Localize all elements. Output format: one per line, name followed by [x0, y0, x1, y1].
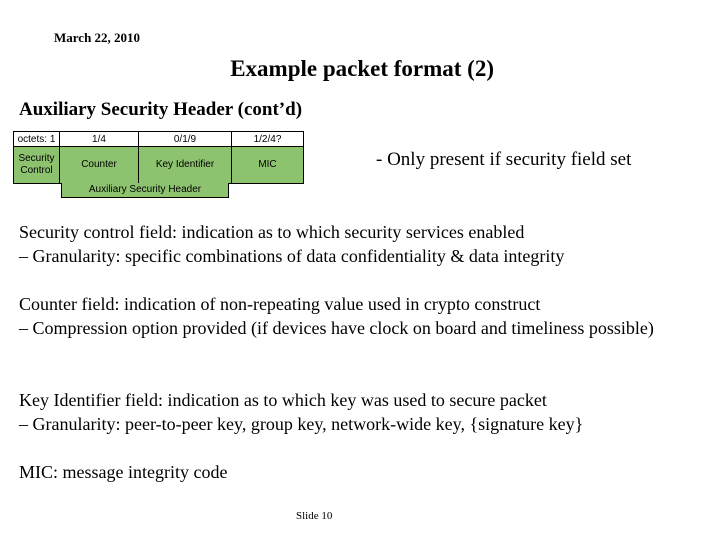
paragraph-key-identifier [19, 388, 669, 436]
field-security-control: Security Control [14, 147, 60, 184]
presence-note: - Only present if security field set [376, 149, 632, 170]
paragraph-line: – Granularity: peer-to-peer key, group key, network-wide key, {signature key} [19, 414, 584, 434]
octets-cell: 1/4 [60, 132, 139, 147]
paragraph-line: – Compression option provided (if devices have clock on board and timeliness possible) [19, 318, 654, 338]
slide-subtitle: Auxiliary Security Header (cont’d) [19, 99, 303, 120]
octets-row [14, 132, 304, 147]
slide-date: March 22, 2010 [54, 30, 141, 45]
paragraph-line: Counter field: indication of non-repeating value used in crypto construct [19, 294, 541, 314]
slide-title [0, 56, 720, 82]
paragraph-line: – Granularity: specific combinations of data confidentiality & data integrity [19, 246, 565, 266]
paragraph-counter [19, 292, 669, 340]
packet-format-table [13, 131, 304, 184]
auxiliary-security-header-label: Auxiliary Security Header [61, 183, 229, 198]
packet-format-diagram [13, 131, 304, 195]
field-mic: MIC [232, 147, 304, 184]
paragraph-line: MIC: message integrity code [19, 462, 228, 482]
paragraph-security-control [19, 220, 669, 268]
paragraph-line: Key Identifier field: indication as to which key was used to secure packet [19, 390, 547, 410]
paragraph-mic [19, 460, 669, 484]
fields-row [14, 147, 304, 184]
octets-cell: 0/1/9 [139, 132, 232, 147]
octets-cell: octets: 1 [14, 132, 60, 147]
slide-number: Slide 10 [296, 510, 333, 522]
field-counter: Counter [60, 147, 139, 184]
slide-title-text: Example packet format (2) [230, 56, 494, 81]
paragraph-line: Security control field: indication as to which security services enabled [19, 222, 525, 242]
octets-cell: 1/2/4? [232, 132, 304, 147]
field-key-identifier: Key Identifier [139, 147, 232, 184]
